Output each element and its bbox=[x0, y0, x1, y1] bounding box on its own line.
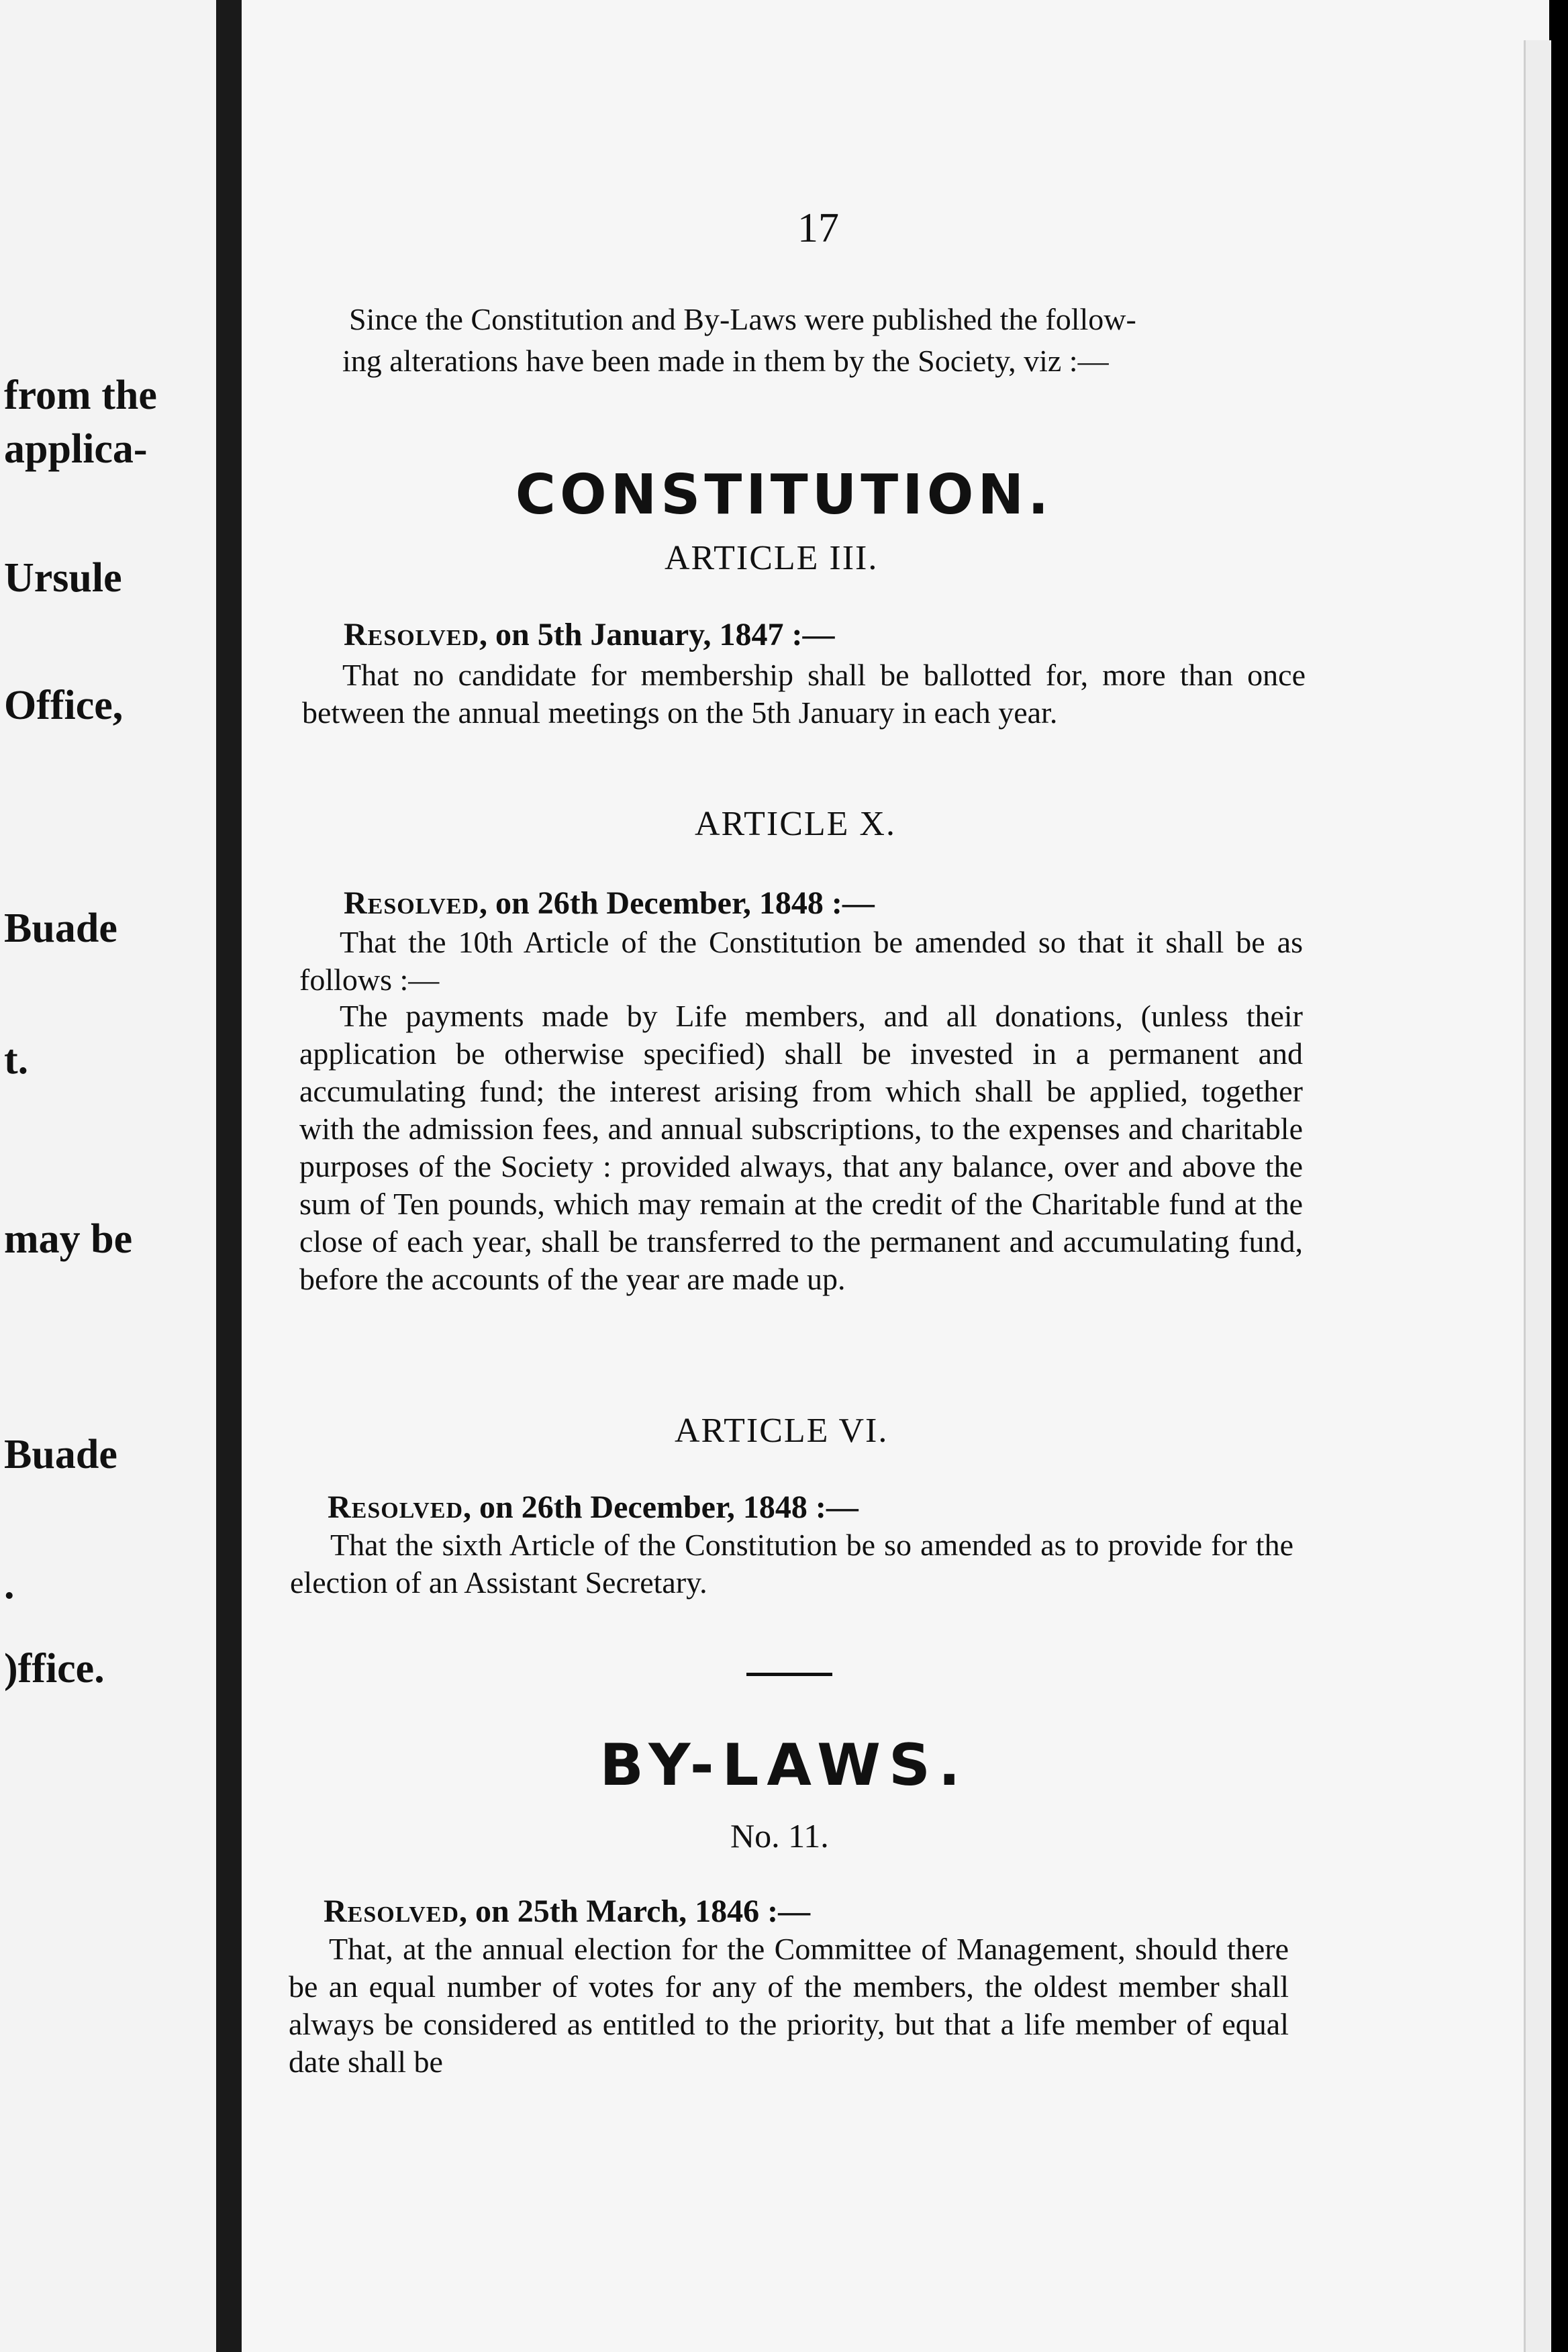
bylaws-heading: BY-LAWS. bbox=[599, 1732, 969, 1799]
resolved-date: , on 26th December, 1848 :— bbox=[479, 885, 875, 921]
left-page-fragment bbox=[0, 0, 216, 2352]
article-vi-body: That the sixth Article of the Constitution be so amended as to provide for the election of an Assistant Secretary. bbox=[290, 1528, 1293, 1600]
article-iii-body: That no candidate for membership shall be ballotted for, more than once between the annual meetings on the 5th January in each year. bbox=[302, 658, 1306, 730]
article-iii-title: ARTICLE III. bbox=[665, 539, 879, 577]
resolved-date: , on 26th December, 1848 :— bbox=[463, 1489, 859, 1525]
left-page-text: from the bbox=[4, 373, 157, 418]
intro-paragraph bbox=[342, 299, 1316, 382]
page-edge bbox=[1524, 40, 1551, 2352]
resolved-date: , on 25th March, 1846 :— bbox=[459, 1894, 811, 1929]
left-page-text: Buade bbox=[4, 905, 117, 951]
left-page-text: Ursule bbox=[4, 555, 122, 601]
resolved-label: Resolved bbox=[328, 1489, 464, 1525]
article-vi-text bbox=[290, 1526, 1293, 1602]
article-x-resolved bbox=[344, 885, 875, 922]
left-page-text: Buade bbox=[4, 1432, 117, 1477]
article-vi-title: ARTICLE VI. bbox=[675, 1412, 889, 1450]
article-iii-resolved bbox=[344, 616, 834, 653]
article-iii-text bbox=[302, 656, 1306, 732]
left-page-text: )ffice. bbox=[4, 1646, 105, 1692]
article-x-intro bbox=[299, 924, 1303, 999]
intro-line: ing alterations have been made in them by the Society, viz :— bbox=[342, 344, 1109, 378]
bylaw-no-11-text bbox=[289, 1930, 1289, 2081]
constitution-heading: CONSTITUTION. bbox=[515, 463, 1053, 527]
bylaw-no-11-body: That, at the annual election for the Committee of Management, should there be an equal number of votes for any of the members, the oldest member shall always be considered as entitled to the priority, but that a life member of equal date shall be bbox=[289, 1932, 1289, 2079]
left-page-text: applica- bbox=[4, 426, 148, 472]
resolved-date: , on 5th January, 1847 :— bbox=[479, 617, 835, 652]
page-number: 17 bbox=[797, 205, 839, 251]
article-x-intro-text: That the 10th Article of the Constitution be amended so that it shall be as follows :— bbox=[299, 925, 1303, 997]
book-gutter bbox=[216, 0, 242, 2352]
resolved-label: Resolved bbox=[344, 885, 480, 921]
left-page-text: t. bbox=[4, 1037, 29, 1083]
article-x-text bbox=[299, 997, 1303, 1298]
article-x-body: The payments made by Life members, and all donations, (unless their application be otherwise specified) shall be invested in a permanent and accumulating fund; the interest arising from which shall be applied, together with the admission fees, and annual subscriptions, to the expenses and charitable purposes of the Society : provided always, that any balance, over and above the sum of Ten pounds, which may remain at the credit of the Charitable fund at the close of each year, shall be transferred to the permanent and accumulating fund, before the accounts of the year are made up. bbox=[299, 999, 1303, 1296]
bylaw-no-11-resolved bbox=[324, 1893, 810, 1930]
resolved-label: Resolved bbox=[324, 1894, 460, 1929]
article-x-title: ARTICLE X. bbox=[695, 805, 896, 843]
left-page-text: may be bbox=[4, 1216, 133, 1262]
section-divider bbox=[746, 1673, 832, 1676]
left-page-text: . bbox=[4, 1562, 15, 1608]
resolved-label: Resolved bbox=[344, 617, 480, 652]
article-vi-resolved bbox=[328, 1489, 859, 1526]
left-page-text: Office, bbox=[4, 683, 124, 728]
intro-line: Since the Constitution and By-Laws were published the follow- bbox=[349, 302, 1136, 336]
bylaw-no-11-title: No. 11. bbox=[730, 1817, 829, 1855]
